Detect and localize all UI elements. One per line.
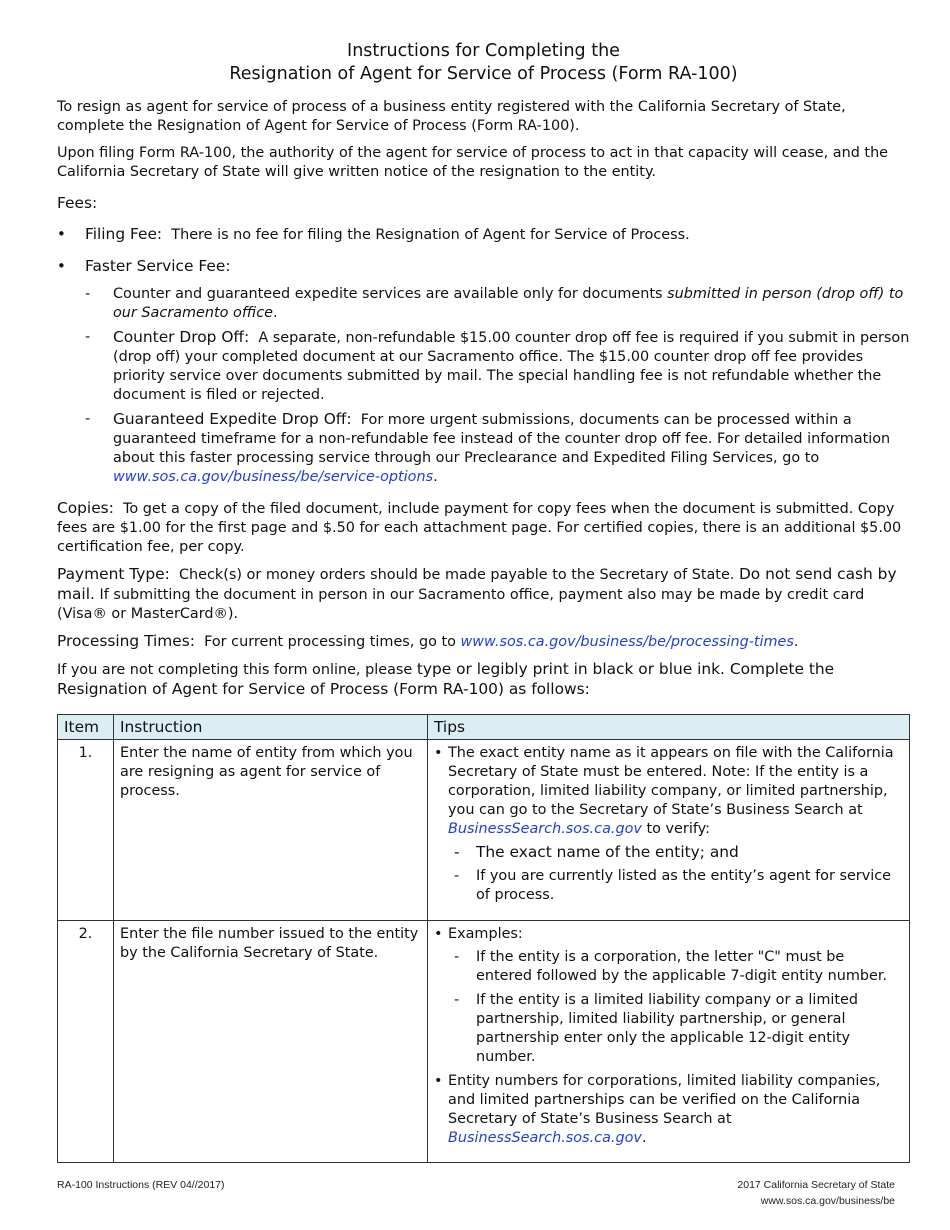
title-line-2: Resignation of Agent for Service of Process (Form RA-100) — [229, 64, 738, 84]
row2-tips — [428, 921, 910, 1163]
payment-text: Check(s) or money orders should be made payable to the Secretary of State. — [178, 567, 739, 583]
completion-text-end: Complete the Resignation of Agent for Service of Process (Form RA-100) as follows: — [57, 660, 835, 698]
copies-label: Copies: — [57, 499, 114, 517]
completion-ink: type or legibly print in black or blue ink. — [416, 660, 725, 678]
row2-sub-list — [448, 948, 903, 1067]
filing-fee-label: Filing Fee: — [85, 225, 163, 243]
intro-paragraph-2: Upon filing Form RA-100, the authority of the agent for service of process to act in that capacity will cease, and the California Secretary of State will give written notice of the resignation to the entity. — [57, 145, 889, 180]
row2-examples-label: Examples: — [448, 926, 523, 942]
table-header-row — [58, 715, 910, 740]
dropoff-label: Counter Drop Off: — [113, 328, 250, 346]
faster-service-item — [57, 257, 910, 487]
row2-instruction: Enter the file number issued to the entity by the California Secretary of State. — [114, 921, 428, 1163]
row1-tip — [434, 744, 903, 905]
copies-paragraph — [57, 499, 910, 557]
footer-url: www.sos.ca.gov/business/be — [760, 1195, 895, 1207]
header-instruction: Instruction — [114, 715, 428, 740]
row1-tips-list — [434, 744, 903, 905]
header-tips: Tips — [428, 715, 910, 740]
counter-dropoff-item — [85, 328, 910, 405]
counter-end: . — [272, 305, 278, 321]
row2-tip2-text: Entity numbers for corporations, limited liability companies, and limited partnerships can be verified on the California Secretary of State’s Business Search at — [448, 1073, 881, 1127]
business-search-link-2[interactable]: BusinessSearch.sos.ca.gov — [448, 1130, 642, 1146]
row1-tip-text: The exact entity name as it appears on file with the California Secretary of State must be entered. Note: If the entity is a corporation, limited liability company, or limited partnership, you can go to the Secretary of State’s Business Search at — [448, 745, 894, 818]
fees-list — [57, 225, 910, 487]
intro-paragraph-1: To resign as agent for service of process of a business entity registered with the California Secretary of State, complete the Resignation of Agent for Service of Process (Form RA-100). — [57, 99, 846, 134]
title-line-1: Instructions for Completing the — [347, 41, 620, 61]
processing-end: . — [793, 634, 799, 650]
payment-text-end: If submitting the document in person in our Sacramento office, payment also may be made by credit card (Visa® or MasterCard®). — [57, 587, 865, 622]
row1-sub-1: - The exact name of the entity; and — [448, 843, 903, 862]
service-options-link[interactable]: www.sos.ca.gov/business/be/service-options — [113, 469, 434, 485]
table-row — [58, 740, 910, 921]
footer-form-id: RA-100 Instructions (REV 04//2017) — [57, 1179, 225, 1191]
filing-fee-item — [57, 225, 910, 245]
row2-tip-1 — [434, 925, 903, 1067]
row2-sub-2: - If the entity is a limited liability company or a limited partnership, limited liability partnership, or general partnership enter only the applicable 12-digit entity number. — [448, 991, 903, 1067]
counter-emphasis: submitted in person (drop off) to our Sacramento office — [113, 286, 904, 321]
processing-label: Processing Times: — [57, 632, 195, 650]
filing-fee-text: There is no fee for filing the Resignation of Agent for Service of Process. — [171, 227, 690, 243]
row1-sub-2: - If you are currently listed as the entity’s agent for service of process. — [448, 867, 903, 905]
expedite-label: Guaranteed Expedite Drop Off: — [113, 410, 352, 428]
row1-sub-list — [448, 843, 903, 905]
counter-text: Counter and guaranteed expedite services are available only for documents — [113, 286, 668, 302]
expedite-end: . — [433, 469, 438, 485]
row2-tip-2 — [434, 1072, 903, 1148]
copies-text: To get a copy of the filed document, include payment for copy fees when the document is submitted. Copy fees are $1.00 for the first page and $.50 for each attachment page. For certified copies, there is an additional $5.00 certification fee, per copy. — [57, 501, 902, 555]
expedite-dropoff-item — [85, 410, 910, 487]
counter-expedite-item — [85, 285, 910, 323]
row1-item: 1. — [58, 740, 114, 921]
completion-text: If you are not completing this form online, please — [57, 662, 417, 678]
table-row — [58, 921, 910, 1163]
footer-publisher — [737, 1177, 895, 1209]
payment-paragraph — [57, 565, 910, 624]
dropoff-text: A separate, non-refundable $15.00 counter drop off fee is required if you submit in person (drop off) your completed document at our Sacramento office. The $15.00 counter drop off fee provides priority service over documents submitted by mail. The special handling fee is not refundable whether the document is filed or rejected. — [113, 330, 910, 403]
row2-tip2-end: . — [641, 1130, 647, 1146]
processing-paragraph — [57, 632, 910, 652]
payment-label: Payment Type: — [57, 565, 170, 583]
fees-heading: Fees: — [57, 194, 98, 212]
instructions-page — [57, 40, 910, 1163]
processing-times-link[interactable]: www.sos.ca.gov/business/be/processing-times — [460, 634, 794, 650]
row1-tips — [428, 740, 910, 921]
business-search-link[interactable]: BusinessSearch.sos.ca.gov — [448, 821, 642, 837]
faster-service-label: Faster Service Fee: — [85, 257, 231, 275]
page-title — [57, 40, 910, 86]
expedite-text: For more urgent submissions, documents can be processed within a guaranteed timeframe for a non-refundable fee instead of the counter drop off fee. For detailed information about this faster processing service through our Preclearance and Expedited Filing Services, go to — [113, 412, 891, 466]
payment-warning: Do not send cash by mail. — [57, 565, 897, 603]
row2-tips-list — [434, 925, 903, 1148]
completion-paragraph — [57, 660, 910, 700]
footer-copyright: 2017 California Secretary of State — [737, 1179, 895, 1191]
row1-instruction: Enter the name of entity from which you are resigning as agent for service of process. — [114, 740, 428, 921]
row1-tip-end: to verify: — [641, 821, 710, 837]
header-item: Item — [58, 715, 114, 740]
row2-item: 2. — [58, 921, 114, 1163]
faster-service-list — [85, 285, 910, 487]
processing-text: For current processing times, go to — [204, 634, 461, 650]
row2-sub-1: - If the entity is a corporation, the letter "C" must be entered followed by the applicable 7-digit entity number. — [448, 948, 903, 986]
instructions-table — [57, 714, 910, 1163]
